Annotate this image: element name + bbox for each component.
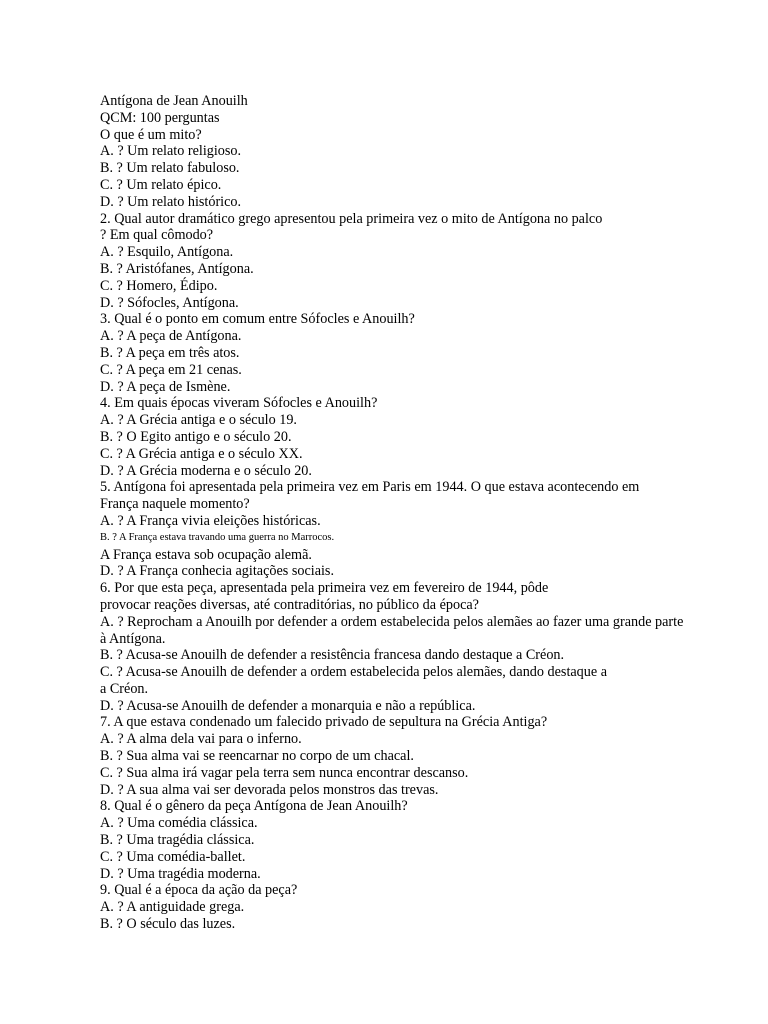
document-line: D. ? Um relato histórico. [100,193,242,210]
document-line: B. ? Um relato fabuloso. [100,160,240,177]
document-line: 8. Qual é o gênero da peça Antígona de Jean Anouilh? [100,798,408,815]
document-line: D. ? A peça de Ismène. [100,378,231,395]
document-line: C. ? Um relato épico. [100,176,222,193]
document-line: provocar reações diversas, até contraditórias, no público da época? [100,596,479,613]
document-line: França naquele momento? [100,496,250,513]
document-line: 4. Em quais épocas viveram Sófocles e Anouilh? [100,395,378,412]
document-line: B. ? Sua alma vai se reencarnar no corpo de um chacal. [100,748,414,765]
document-line: A. ? A França vivia eleições históricas. [100,512,321,529]
document-line: D. ? A França conhecia agitações sociais. [100,563,335,580]
document-line: A. ? Uma comédia clássica. [100,815,258,832]
document-line: 6. Por que esta peça, apresentada pela primeira vez em fevereiro de 1944, pôde [100,580,549,597]
document-line: B. ? Aristófanes, Antígona. [100,260,254,277]
document-line: D. ? A Grécia moderna e o século 20. [100,462,312,479]
document-line: B. ? A peça em três atos. [100,344,240,361]
document-line: A. ? Esquilo, Antígona. [100,244,234,261]
document-line: C. ? A peça em 21 cenas. [100,361,242,378]
document-line: A. ? A antiguidade grega. [100,899,245,916]
document-line: B. ? Acusa-se Anouilh de defender a resistência francesa dando destaque a Créon. [100,647,565,664]
document-line: D. ? Uma tragédia moderna. [100,865,261,882]
document-line: a Créon. [100,680,149,697]
document-line: 2. Qual autor dramático grego apresentou pela primeira vez o mito de Antígona no palco [100,210,603,227]
document-page [100,93,750,933]
document-line: C. ? Acusa-se Anouilh de defender a ordem estabelecida pelos alemães, dando destaque a [100,664,608,681]
document-line: A. ? A alma dela vai para o inferno. [100,731,302,748]
document-line: A. ? A Grécia antiga e o século 19. [100,412,297,429]
document-line: ? Em qual cômodo? [100,227,214,244]
document-line: C. ? A Grécia antiga e o século XX. [100,445,303,462]
document-line: A. ? Um relato religioso. [100,143,242,160]
document-line: 3. Qual é o ponto em comum entre Sófocles e Anouilh? [100,311,415,328]
document-line: C. ? Homero, Édipo. [100,277,218,294]
document-line: D. ? A sua alma vai ser devorada pelos monstros das trevas. [100,781,439,798]
document-line: 7. A que estava condenado um falecido privado de sepultura na Grécia Antiga? [100,714,548,731]
document-line: A França estava sob ocupação alemã. [100,546,312,563]
document-line: A. ? A peça de Antígona. [100,328,242,345]
document-line: 5. Antígona foi apresentada pela primeira vez em Paris em 1944. O que estava acontecendo em [100,479,640,496]
document-line: A. ? Reprocham a Anouilh por defender a ordem estabelecida pelos alemães ao fazer uma grande parte [100,613,684,630]
document-line: B. ? A França estava travando uma guerra no Marrocos. [100,531,335,543]
document-line: B. ? O século das luzes. [100,916,236,933]
document-line: 9. Qual é a época da ação da peça? [100,882,298,899]
document-line: C. ? Uma comédia-ballet. [100,848,246,865]
document-line: D. ? Sófocles, Antígona. [100,294,239,311]
document-line: D. ? Acusa-se Anouilh de defender a monarquia e não a república. [100,697,476,714]
document-line: à Antígona. [100,630,166,647]
document-line: B. ? Uma tragédia clássica. [100,832,255,849]
document-line: Antígona de Jean Anouilh [100,93,248,109]
document-line: O que é um mito? [100,126,202,143]
document-line: QCM: 100 perguntas [100,109,220,126]
document-line: C. ? Sua alma irá vagar pela terra sem nunca encontrar descanso. [100,764,469,781]
document-line: B. ? O Egito antigo e o século 20. [100,428,292,445]
